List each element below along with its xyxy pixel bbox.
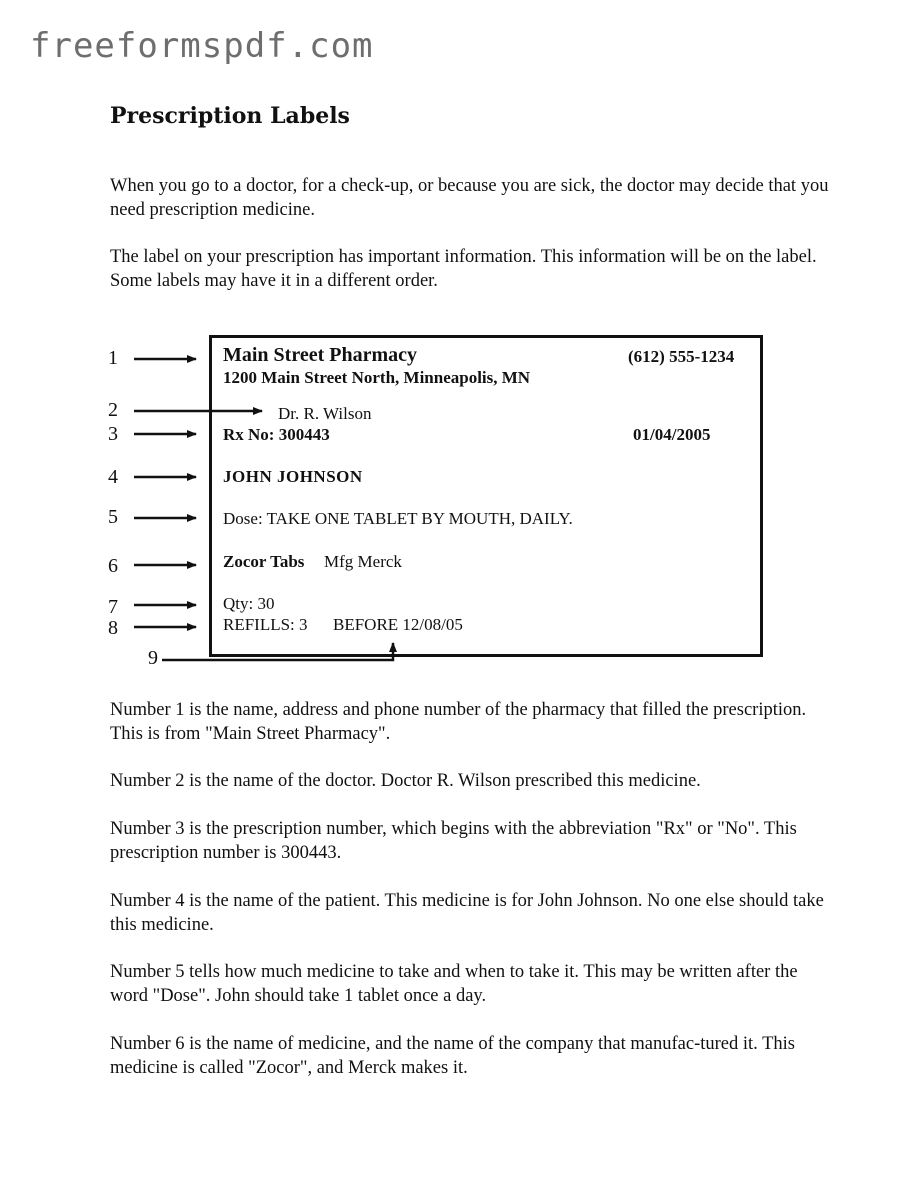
patient-name: JOHN JOHNSON	[223, 467, 363, 486]
marker-3: 3	[108, 423, 118, 445]
quantity: Qty: 30	[223, 594, 275, 613]
explanation-2: Number 2 is the name of the doctor. Doctor R. Wilson prescribed this medicine.	[110, 771, 701, 791]
page-title: Prescription Labels	[110, 103, 350, 129]
refills: REFILLS: 3	[223, 615, 308, 634]
rx-number: Rx No: 300443	[223, 425, 330, 444]
marker-5: 5	[108, 506, 118, 528]
intro-paragraph-1: When you go to a doctor, for a check-up, or because you are sick, the doctor may decide that you need prescription medicine.	[110, 176, 829, 220]
refill-before-date: BEFORE 12/08/05	[333, 615, 463, 634]
marker-4: 4	[108, 466, 118, 488]
marker-9: 9	[148, 647, 158, 669]
prescription-date: 01/04/2005	[633, 425, 711, 444]
manufacturer: Mfg Merck	[324, 552, 402, 571]
explanation-6: Number 6 is the name of medicine, and the name of the company that manufac-tured it. This medicine is called "Zocor", and Merck makes it.	[110, 1034, 795, 1078]
pharmacy-address: 1200 Main Street North, Minneapolis, MN	[223, 368, 531, 387]
medicine-name: Zocor Tabs	[223, 552, 305, 571]
arrow-9	[162, 643, 393, 660]
marker-2: 2	[108, 399, 118, 421]
marker-1: 1	[108, 347, 118, 369]
watermark: freeformspdf.com	[30, 26, 374, 66]
doctor-name: Dr. R. Wilson	[278, 404, 372, 423]
explanation-1: Number 1 is the name, address and phone number of the pharmacy that filled the prescription. This is from "Main Street Pharmacy".	[110, 700, 807, 744]
intro-paragraph-2: The label on your prescription has important information. This information will be on the label. Some labels may have it in a different order.	[110, 247, 817, 291]
marker-7: 7	[108, 596, 118, 618]
explanation-5: Number 5 tells how much medicine to take and when to take it. This may be written after the word "Dose". John should take 1 tablet once a day.	[110, 962, 798, 1006]
explanation-3: Number 3 is the prescription number, which begins with the abbreviation "Rx" or "No". This prescription number is 300443.	[110, 819, 797, 863]
marker-6: 6	[108, 555, 118, 577]
dose-instructions: Dose: TAKE ONE TABLET BY MOUTH, DAILY.	[223, 509, 573, 528]
marker-8: 8	[108, 617, 118, 639]
pharmacy-name: Main Street Pharmacy	[223, 344, 418, 366]
explanation-4: Number 4 is the name of the patient. This medicine is for John Johnson. No one else should take this medicine.	[110, 891, 824, 935]
pharmacy-phone: (612) 555-1234	[628, 347, 735, 366]
